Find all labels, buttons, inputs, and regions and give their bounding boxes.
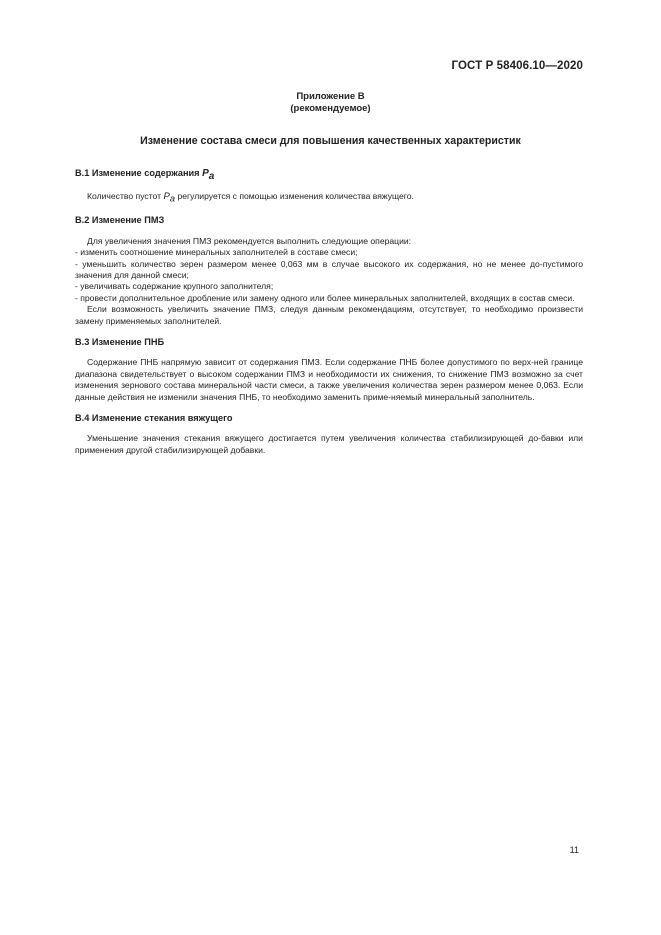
heading-b1-text: В.1 Изменение содержания xyxy=(75,168,203,178)
p1-prefix: Количество пустот xyxy=(87,191,164,202)
annex-body xyxy=(75,168,583,456)
annex-header xyxy=(0,91,661,115)
document-code: ГОСТ Р 58406.10—2020 xyxy=(451,60,583,72)
page-number: 11 xyxy=(569,845,579,855)
paragraph-b2-line: - изменить соотношение минеральных заполнителей в составе смеси; xyxy=(75,247,358,258)
paragraph-b1 xyxy=(75,191,583,205)
heading-b1-sub: a xyxy=(208,170,215,182)
annex-label: Приложение В xyxy=(296,91,365,102)
p1-suffix: регулируется с помощью изменения количества вяжущего. xyxy=(175,191,414,202)
paragraph-b2-line: - увеличивать содержание крупного заполнителя; xyxy=(75,281,274,292)
paragraph-b2-line: Для увеличения значения ПМЗ рекомендуется выполнить следующие операции: xyxy=(87,235,412,246)
paragraph-b2-line: Если возможность увеличить значение ПМЗ, следуя данным рекомендациям, отсутствует, то необходимо произвести замену применяемых заполнителей. xyxy=(75,304,583,326)
paragraph-b3: Содержание ПНБ напрямую зависит от содержания ПМЗ. Если содержание ПНБ более допустимого по верх-ней границе диапазона свидетельствует о высоком содержании ПМЗ и необходимости их снижения, то снижение ПМЗ возможно за счет изменения зернового состава минеральной части смеси, а также увеличения количества зерен размером менее 0,063. Если данные действия не изменили значения ПНБ, то необходимо заменить приме-няемый минеральный заполнитель. xyxy=(75,357,583,402)
paragraph-b4: Уменьшение значения стекания вяжущего достигается путем увеличения количества стабилизирующей до-бавки или применения другой стабилизирующей добавки. xyxy=(75,433,583,455)
section-heading-b3: В.3 Изменение ПНБ xyxy=(75,337,165,348)
section-heading-b2: В.2 Изменение ПМЗ xyxy=(75,215,165,226)
section-heading-b4: В.4 Изменение стекания вяжущего xyxy=(75,413,233,424)
p1-sub: a xyxy=(169,193,176,205)
paragraph-b2-line: - провести дополнительное дробление или замену одного или более минеральных заполнителей, входящих в состав смеси. xyxy=(75,292,575,303)
heading-b1-var: P xyxy=(202,168,209,179)
section-heading-b1 xyxy=(75,168,583,182)
paragraph-b2-line: - уменьшить количество зерен размером менее 0,063 мм в случае высокого их содержания, но не менее до-пустимого значения для данной смеси; xyxy=(75,258,583,280)
annex-status: (рекомендуемое) xyxy=(290,103,371,114)
annex-title: Изменение состава смеси для повышения качественных характеристик xyxy=(140,135,521,147)
p1-var: P xyxy=(163,191,170,203)
